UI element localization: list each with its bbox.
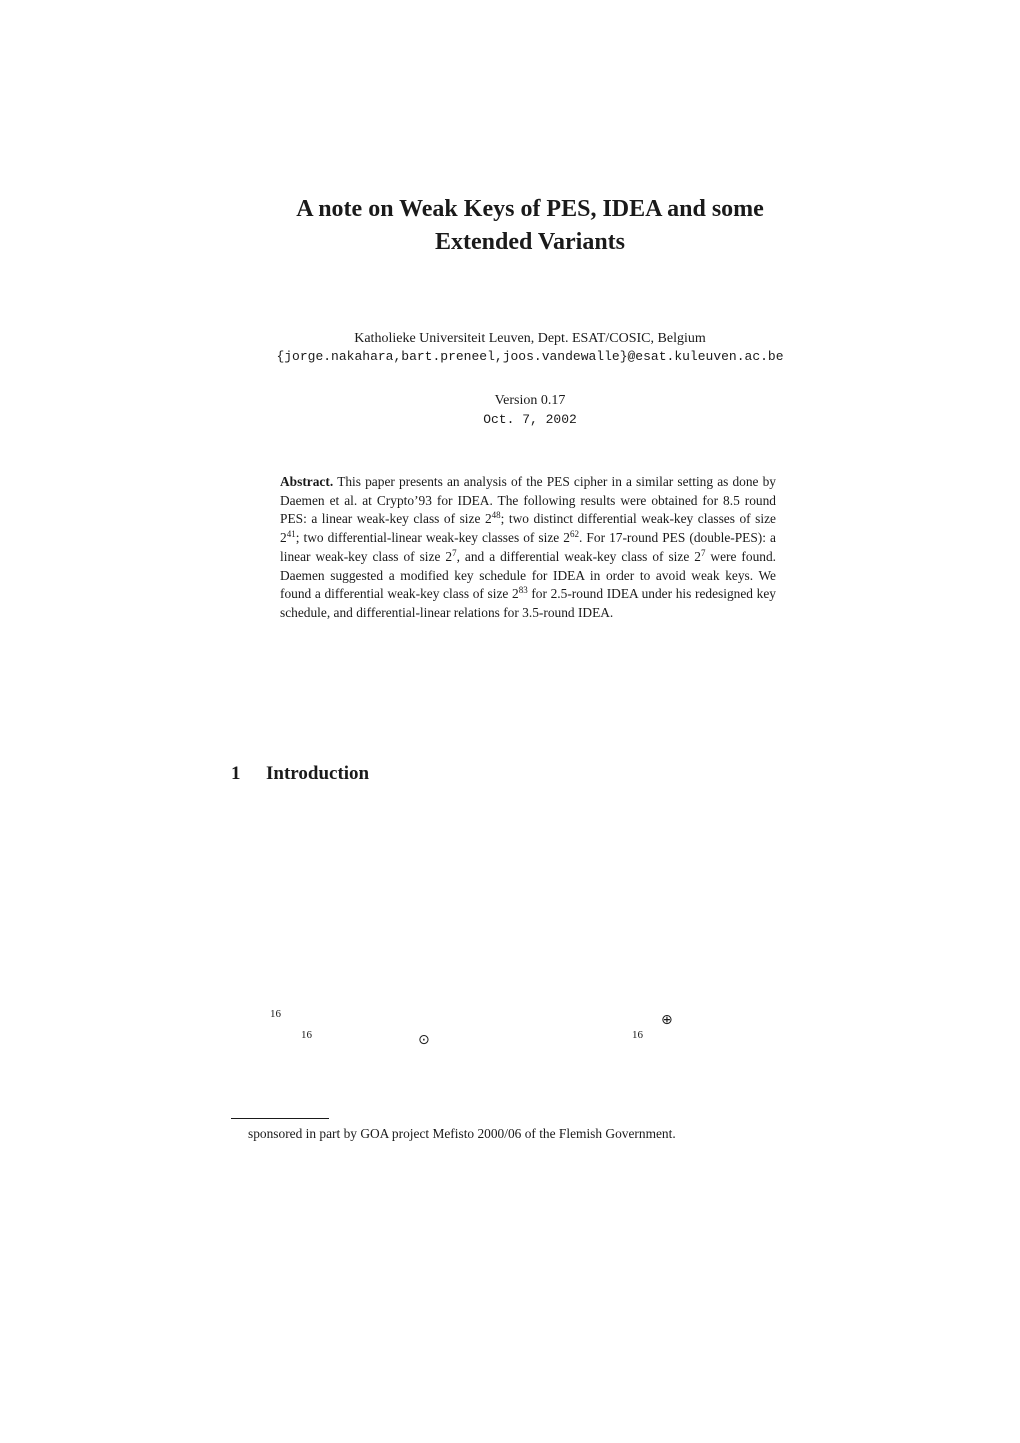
- abstract-text-5: , and a differential weak-key class of size 2: [456, 548, 701, 564]
- abstract-label: Abstract.: [280, 474, 334, 489]
- exponent-7a: 7: [452, 547, 457, 558]
- version-label: Version 0.17: [494, 393, 566, 408]
- abstract-text-1: This paper presents an analysis of the PES cipher in a similar setting as done by Daemen et al. at Crypto’93 for IDEA. The following results were obtained for 8.5 round PES: a linear weak-key class of size 2: [280, 474, 776, 527]
- xor-symbol: ⊕: [661, 1012, 673, 1028]
- section-number: 1: [231, 763, 241, 784]
- odot-symbol: ⊙: [418, 1032, 430, 1048]
- section-heading: [231, 763, 369, 785]
- orphan-superscript-16: 16: [632, 1029, 643, 1041]
- abstract: [280, 473, 776, 623]
- section-title: Introduction: [266, 763, 370, 784]
- version-block: [160, 391, 900, 429]
- title-line-1: A note on Weak Keys of PES, IDEA and some: [296, 196, 764, 222]
- orphan-superscript-16: 16: [301, 1029, 312, 1041]
- author-affiliation: [160, 330, 900, 366]
- exponent-62: 62: [570, 529, 580, 540]
- abstract-text-3: ; two differential-linear weak-key classes of size 2: [295, 530, 571, 546]
- exponent-48: 48: [491, 510, 501, 521]
- abstract-text-4: . For 17-round PES (double-PES): a linear weak-key class of size 2: [280, 530, 776, 564]
- paper-title: [160, 193, 900, 259]
- exponent-7b: 7: [700, 547, 706, 558]
- abstract-text-7: for 2.5-round IDEA under his redesigned key schedule, and differential-linear relations for 3.5-round IDEA.: [280, 586, 776, 620]
- abstract-text-6: were found. Daemen suggested a modified key schedule for IDEA in order to avoid weak keys. We found a differential weak-key class of size 2: [280, 548, 776, 602]
- author-emails: {jorge.nakahara,bart.preneel,joos.vandewalle}@esat.kuleuven.ac.be: [276, 349, 784, 364]
- exponent-83: 83: [518, 585, 528, 596]
- title-line-2: Extended Variants: [434, 229, 626, 255]
- footnote: sponsored in part by GOA project Mefisto 2000/06 of the Flemish Government.: [248, 1126, 676, 1141]
- exponent-41: 41: [286, 529, 296, 540]
- footnote-rule: [231, 1118, 329, 1119]
- abstract-text-2: ; two distinct differential weak-key classes of size 2: [280, 511, 776, 546]
- institution: Katholieke Universiteit Leuven, Dept. ESAT/COSIC, Belgium: [354, 331, 706, 346]
- version-date: Oct. 7, 2002: [483, 412, 577, 427]
- orphan-superscript-16: 16: [270, 1008, 281, 1020]
